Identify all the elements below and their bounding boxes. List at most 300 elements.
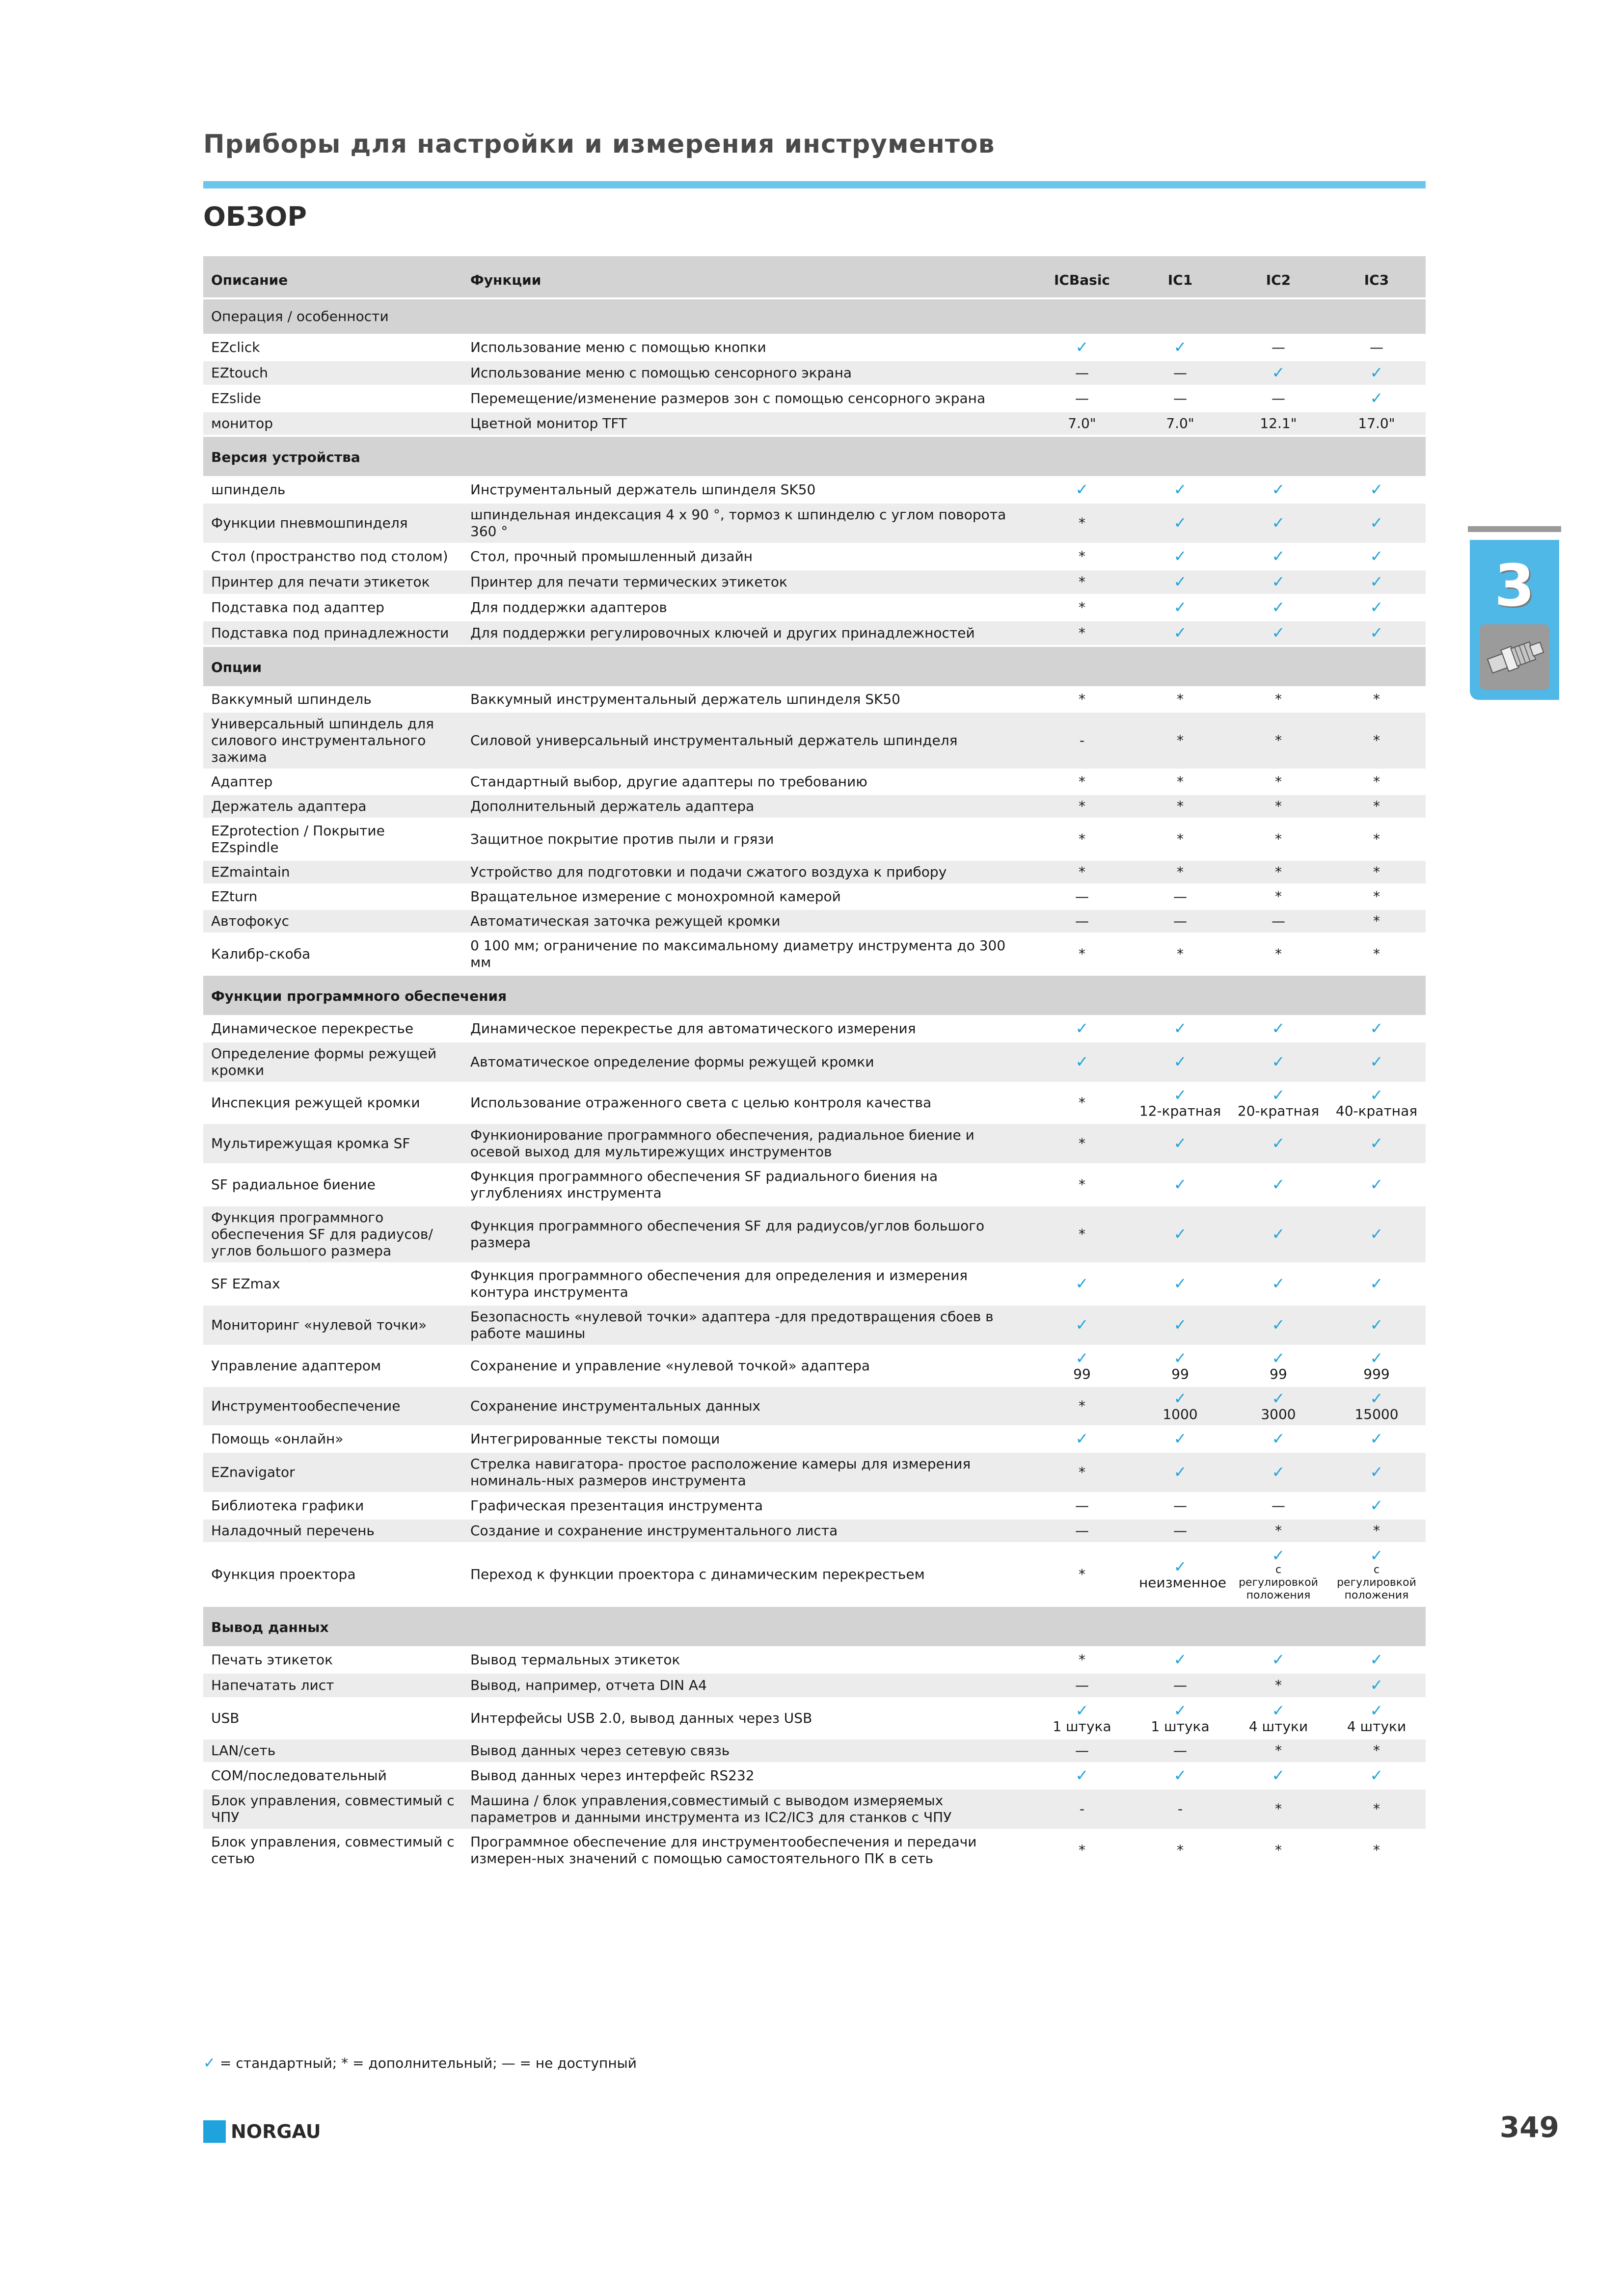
value-cell [1033, 795, 1131, 820]
value-text: * [1275, 831, 1282, 847]
row-name: Помощь «онлайн» [203, 1427, 462, 1453]
value-cell [1229, 545, 1327, 570]
check-icon: ✓ [1173, 338, 1187, 356]
check-icon: ✓ [1370, 1701, 1383, 1720]
table-row [203, 1739, 1426, 1764]
check-icon: ✓ [1370, 1225, 1383, 1243]
value-text: - [1079, 1801, 1085, 1817]
row-name: USB [203, 1699, 462, 1739]
table-row [203, 1124, 1426, 1165]
value-text: с регулировкой положения [1239, 1564, 1318, 1602]
value-text: * [1079, 691, 1085, 707]
value-cell [1327, 820, 1426, 861]
value-cell [1229, 361, 1327, 387]
row-name: Стол (пространство под столом) [203, 545, 462, 570]
tool-holder-icon [1480, 624, 1549, 690]
value-text: — [1173, 390, 1187, 406]
row-name: Калибр-скоба [203, 934, 462, 976]
value-cell [1327, 1347, 1426, 1387]
value-cell [1033, 387, 1131, 412]
row-function: Машина / блок управления,совместимый с выводом измеряемых параметров и данными инструмента из IC2/IC3 для станков с ЧПУ [462, 1789, 1033, 1831]
value-cell [1327, 336, 1426, 361]
value-text: 3000 [1261, 1406, 1296, 1422]
value-text: * [1079, 864, 1085, 880]
value-cell [1131, 570, 1229, 596]
value-cell [1327, 478, 1426, 504]
value-cell [1229, 621, 1327, 647]
check-icon: ✓ [1370, 547, 1383, 565]
check-icon: ✓ [1173, 1134, 1187, 1152]
row-function: Программное обеспечение для инструментообеспечения и передачи измерен-ных значений с помощью самостоятельного ПК в сеть [462, 1831, 1033, 1872]
value-cell [1033, 478, 1131, 504]
value-cell [1033, 1674, 1131, 1699]
check-icon: ✓ [1173, 1389, 1187, 1408]
check-icon: ✓ [1173, 1650, 1187, 1669]
section-row [203, 976, 1426, 1017]
row-name: Принтер для печати этикеток [203, 570, 462, 596]
row-name: EZmaintain [203, 861, 462, 885]
check-icon: ✓ [1271, 1546, 1285, 1565]
value-cell [1033, 1739, 1131, 1764]
value-cell [1131, 361, 1229, 387]
value-cell [1131, 910, 1229, 934]
value-text: 99 [1073, 1366, 1091, 1382]
value-cell [1229, 1544, 1327, 1607]
value-text: 4 штуки [1347, 1718, 1407, 1735]
check-icon: ✓ [1370, 1496, 1383, 1515]
value-cell [1033, 570, 1131, 596]
table-row [203, 1699, 1426, 1739]
value-cell [1229, 820, 1327, 861]
table-row [203, 478, 1426, 504]
table-row [203, 1764, 1426, 1789]
column-header: IC3 [1327, 256, 1426, 299]
value-text: * [1177, 774, 1184, 790]
value-cell [1033, 910, 1131, 934]
check-icon: ✓ [1173, 1429, 1187, 1448]
value-text: * [1177, 831, 1184, 847]
value-cell [1033, 621, 1131, 647]
row-name: Функции пневмошпинделя [203, 504, 462, 545]
value-text: 20-кратная [1237, 1103, 1320, 1119]
value-text: — [1075, 365, 1089, 381]
section-title: Функции программного обеспечения [203, 976, 1426, 1017]
value-cell [1327, 361, 1426, 387]
value-cell [1229, 1206, 1327, 1264]
row-name: Наладочный перечень [203, 1520, 462, 1544]
row-function: Функция программного обеспечения для определения и измерения контура инструмента [462, 1264, 1033, 1306]
section-title: Опции [203, 647, 1426, 688]
value-text: * [1079, 1095, 1085, 1111]
value-text: 12-кратная [1139, 1103, 1221, 1119]
value-text: 999 [1363, 1366, 1390, 1382]
value-cell [1229, 1789, 1327, 1831]
empty-cell [1327, 299, 1426, 336]
value-cell [1327, 1739, 1426, 1764]
value-cell [1229, 1674, 1327, 1699]
check-icon: ✓ [1370, 1546, 1383, 1565]
title-rule [203, 181, 1426, 188]
check-icon: ✓ [1271, 1429, 1285, 1448]
value-text: — [1271, 339, 1285, 355]
value-text: * [1177, 732, 1184, 748]
chapter-number: 3 [1494, 552, 1535, 619]
check-icon: ✓ [1173, 1175, 1187, 1194]
value-text: * [1079, 1226, 1085, 1242]
value-cell [1131, 771, 1229, 795]
value-cell [1327, 545, 1426, 570]
check-icon: ✓ [1370, 1315, 1383, 1334]
value-text: — [1173, 1742, 1187, 1759]
row-name: Определение формы режущей кромки [203, 1042, 462, 1084]
check-icon: ✓ [1173, 1225, 1187, 1243]
section-title: Вывод данных [203, 1607, 1426, 1648]
row-function: Силовой универсальный инструментальный держатель шпинделя [462, 713, 1033, 771]
column-header: Функции [462, 256, 1033, 299]
row-name: Функция проектора [203, 1544, 462, 1607]
check-icon: ✓ [1271, 598, 1285, 616]
value-cell [1229, 387, 1327, 412]
check-icon: ✓ [1173, 480, 1187, 499]
row-name: монитор [203, 412, 462, 437]
row-function: Автоматическое определение формы режущей кромки [462, 1042, 1033, 1084]
value-text: — [1075, 888, 1089, 905]
check-icon: ✓ [1271, 1175, 1285, 1194]
check-icon: ✓ [1271, 1389, 1285, 1408]
value-text: — [1075, 913, 1089, 929]
value-cell [1327, 771, 1426, 795]
value-cell [1033, 1165, 1131, 1206]
row-function: Вывод данных через интерфейс RS232 [462, 1764, 1033, 1789]
value-cell [1229, 1387, 1327, 1427]
row-function: Дополнительный держатель адаптера [462, 795, 1033, 820]
row-function: Динамическое перекрестье для автоматического измерения [462, 1017, 1033, 1042]
check-icon: ✓ [1370, 389, 1383, 407]
value-cell [1131, 1427, 1229, 1453]
value-text: * [1177, 1842, 1184, 1858]
table-row [203, 771, 1426, 795]
row-function: Сохранение инструментальных данных [462, 1387, 1033, 1427]
row-function: Автоматическая заточка режущей кромки [462, 910, 1033, 934]
row-function: Стрелка навигатора- простое расположение камеры для измерения номиналь-ных размеров инструмента [462, 1453, 1033, 1494]
value-cell [1327, 1124, 1426, 1165]
value-cell [1327, 1206, 1426, 1264]
row-name: Держатель адаптера [203, 795, 462, 820]
column-header: ICBasic [1033, 256, 1131, 299]
check-icon: ✓ [1075, 1701, 1089, 1720]
row-name: Мониторинг «нулевой точки» [203, 1306, 462, 1347]
section-row [203, 1607, 1426, 1648]
value-cell [1131, 688, 1229, 713]
value-cell [1131, 1017, 1229, 1042]
value-cell [1327, 412, 1426, 437]
table-row [203, 1831, 1426, 1872]
check-icon: ✓ [1075, 1349, 1089, 1367]
column-subheader: Операция / особенности [203, 299, 462, 336]
check-icon: ✓ [1271, 572, 1285, 591]
value-cell [1327, 1520, 1426, 1544]
check-icon: ✓ [1271, 1766, 1285, 1785]
value-cell [1131, 1699, 1229, 1739]
check-icon: ✓ [1173, 1463, 1187, 1481]
check-icon: ✓ [1271, 1315, 1285, 1334]
check-icon: ✓ [1370, 598, 1383, 616]
row-name: Функция программного обеспечения SF для радиусов/ углов большого размера [203, 1206, 462, 1264]
column-header: Описание [203, 256, 462, 299]
row-function: Вращательное измерение с монохромной камерой [462, 885, 1033, 910]
check-icon: ✓ [1370, 363, 1383, 382]
row-function: Переход к функции проектора с динамическим перекрестьем [462, 1544, 1033, 1607]
value-cell [1229, 1165, 1327, 1206]
check-icon: ✓ [1173, 1766, 1187, 1785]
row-function: Графическая презентация инструмента [462, 1494, 1033, 1520]
row-name: шпиндель [203, 478, 462, 504]
table-row [203, 1427, 1426, 1453]
value-text: 40-кратная [1335, 1103, 1418, 1119]
table-row [203, 596, 1426, 621]
check-icon: ✓ [1271, 1086, 1285, 1104]
value-cell [1033, 1042, 1131, 1084]
value-text: — [1173, 888, 1187, 905]
value-cell [1229, 771, 1327, 795]
comparison-table [203, 256, 1426, 1872]
table-row [203, 1453, 1426, 1494]
table-row [203, 861, 1426, 885]
value-cell [1131, 1084, 1229, 1124]
row-name: Мультирежущая кромка SF [203, 1124, 462, 1165]
value-text: * [1079, 1566, 1085, 1582]
value-text: — [1173, 1522, 1187, 1539]
value-cell [1327, 1494, 1426, 1520]
check-icon: ✓ [1173, 547, 1187, 565]
value-cell [1131, 387, 1229, 412]
value-cell [1131, 1789, 1229, 1831]
value-text: 17.0" [1358, 415, 1395, 431]
value-cell [1327, 1084, 1426, 1124]
row-function: Стол, прочный промышленный дизайн [462, 545, 1033, 570]
check-icon: ✓ [1370, 623, 1383, 642]
check-icon: ✓ [1075, 1052, 1089, 1071]
empty-cell [1229, 299, 1327, 336]
value-cell [1131, 795, 1229, 820]
value-cell [1229, 478, 1327, 504]
value-text: 1 штука [1151, 1718, 1210, 1735]
value-text: * [1275, 1742, 1282, 1759]
value-text: * [1079, 1135, 1085, 1151]
row-function: Сохранение и управление «нулевой точкой» адаптера [462, 1347, 1033, 1387]
value-text: - [1177, 1801, 1183, 1817]
value-text: — [1271, 913, 1285, 929]
value-cell [1131, 1042, 1229, 1084]
row-function: 0 100 мм; ограничение по максимальному диаметру инструмента до 300 мм [462, 934, 1033, 976]
value-text: * [1079, 1398, 1085, 1414]
row-function: Вывод термальных этикеток [462, 1648, 1033, 1674]
value-cell [1229, 1264, 1327, 1306]
row-name: Блок управления, совместимый с сетью [203, 1831, 462, 1872]
value-cell [1327, 934, 1426, 976]
check-icon: ✓ [1173, 1315, 1187, 1334]
check-icon: ✓ [1173, 572, 1187, 591]
table-row [203, 885, 1426, 910]
check-icon: ✓ [1370, 1389, 1383, 1408]
value-text: * [1079, 1652, 1085, 1668]
row-function: шпиндельная индексация 4 x 90 °, тормоз к шпинделю с углом поворота 360 ° [462, 504, 1033, 545]
check-icon: ✓ [1271, 363, 1285, 382]
check-icon: ✓ [1370, 1676, 1383, 1694]
row-function: Функция программного обеспечения SF для радиусов/углов большого размера [462, 1206, 1033, 1264]
value-text: — [1075, 1677, 1089, 1693]
value-text: — [1173, 1677, 1187, 1693]
value-text: — [1075, 1522, 1089, 1539]
table-row [203, 621, 1426, 647]
value-text: * [1373, 798, 1380, 814]
table-header-row [203, 256, 1426, 299]
row-name: Динамическое перекрестье [203, 1017, 462, 1042]
value-text: — [1173, 913, 1187, 929]
value-cell [1327, 1017, 1426, 1042]
value-cell [1327, 1165, 1426, 1206]
value-cell [1327, 1264, 1426, 1306]
value-cell [1131, 1306, 1229, 1347]
table-row [203, 688, 1426, 713]
check-icon: ✓ [1370, 1349, 1383, 1367]
row-name: EZclick [203, 336, 462, 361]
value-text: с регулировкой положения [1337, 1564, 1416, 1602]
check-icon: ✓ [1271, 513, 1285, 532]
value-text: * [1373, 831, 1380, 847]
value-text: * [1177, 946, 1184, 962]
value-cell [1229, 1347, 1327, 1387]
value-text: * [1373, 946, 1380, 962]
value-cell [1131, 1387, 1229, 1427]
value-cell [1229, 1017, 1327, 1042]
table-row [203, 1494, 1426, 1520]
check-icon: ✓ [1173, 1019, 1187, 1038]
value-text: 99 [1171, 1366, 1189, 1382]
value-text: * [1079, 599, 1085, 615]
value-text: * [1079, 946, 1085, 962]
table-row [203, 387, 1426, 412]
row-name: Управление адаптером [203, 1347, 462, 1387]
value-text: * [1079, 1464, 1085, 1480]
empty-cell [1131, 299, 1229, 336]
value-cell [1131, 934, 1229, 976]
value-cell [1033, 1494, 1131, 1520]
value-cell [1131, 1206, 1229, 1264]
value-cell [1131, 885, 1229, 910]
value-cell [1131, 412, 1229, 437]
value-text: — [1173, 365, 1187, 381]
value-cell [1033, 361, 1131, 387]
value-text: * [1275, 798, 1282, 814]
table-row [203, 545, 1426, 570]
check-icon: ✓ [1173, 598, 1187, 616]
table-row [203, 336, 1426, 361]
check-icon: ✓ [1370, 572, 1383, 591]
row-function: Вывод, например, отчета DIN A4 [462, 1674, 1033, 1699]
value-cell [1327, 1699, 1426, 1739]
row-name: Блок управления, совместимый с ЧПУ [203, 1789, 462, 1831]
row-name: EZturn [203, 885, 462, 910]
table-row [203, 361, 1426, 387]
value-text: — [1075, 390, 1089, 406]
value-cell [1327, 1387, 1426, 1427]
row-function: Функция программного обеспечения SF радиального биения на углублениях инструмента [462, 1165, 1033, 1206]
value-cell [1131, 504, 1229, 545]
legend [203, 2055, 637, 2072]
row-function: Интегрированные тексты помощи [462, 1427, 1033, 1453]
check-icon: ✓ [1271, 1701, 1285, 1720]
value-cell [1131, 713, 1229, 771]
table-row [203, 1165, 1426, 1206]
check-icon: ✓ [1370, 1134, 1383, 1152]
row-name: Напечатать лист [203, 1674, 462, 1699]
value-cell [1033, 1648, 1131, 1674]
check-icon: ✓ [1075, 1019, 1089, 1038]
section-title: ОБЗОР [203, 201, 307, 232]
value-cell [1327, 570, 1426, 596]
chapter-tab-bar [1468, 526, 1561, 532]
check-icon: ✓ [1173, 1052, 1187, 1071]
page-title: Приборы для настройки и измерения инструментов [203, 130, 995, 159]
legend-check-icon: ✓ [203, 2055, 216, 2072]
value-cell [1229, 934, 1327, 976]
value-cell [1131, 478, 1229, 504]
value-cell [1131, 1494, 1229, 1520]
value-cell [1327, 1789, 1426, 1831]
value-text: * [1373, 1742, 1380, 1759]
value-cell [1033, 1124, 1131, 1165]
row-name: EZtouch [203, 361, 462, 387]
value-cell [1229, 885, 1327, 910]
row-name: LAN/сеть [203, 1739, 462, 1764]
value-cell [1327, 1764, 1426, 1789]
value-cell [1229, 596, 1327, 621]
value-cell [1327, 1427, 1426, 1453]
value-text: — [1075, 1497, 1089, 1514]
table-row [203, 1042, 1426, 1084]
check-icon: ✓ [1271, 547, 1285, 565]
value-cell [1229, 1306, 1327, 1347]
table-row [203, 1084, 1426, 1124]
value-cell [1033, 934, 1131, 976]
row-function: Создание и сохранение инструментального листа [462, 1520, 1033, 1544]
table-row [203, 1347, 1426, 1387]
row-name: EZnavigator [203, 1453, 462, 1494]
check-icon: ✓ [1271, 1019, 1285, 1038]
value-cell [1131, 1347, 1229, 1387]
row-function: Устройство для подготовки и подачи сжатого воздуха к прибору [462, 861, 1033, 885]
table-row [203, 934, 1426, 976]
value-cell [1229, 1427, 1327, 1453]
row-function: Стандартный выбор, другие адаптеры по требованию [462, 771, 1033, 795]
value-text: * [1373, 1842, 1380, 1858]
table-row [203, 412, 1426, 437]
value-cell [1229, 570, 1327, 596]
check-icon: ✓ [1370, 1463, 1383, 1481]
value-cell [1033, 820, 1131, 861]
value-cell [1327, 387, 1426, 412]
check-icon: ✓ [1370, 1052, 1383, 1071]
value-cell [1033, 596, 1131, 621]
value-text: * [1079, 515, 1085, 531]
check-icon: ✓ [1271, 1463, 1285, 1481]
table-row [203, 1206, 1426, 1264]
value-cell [1033, 713, 1131, 771]
check-icon: ✓ [1370, 1175, 1383, 1194]
value-text: * [1079, 1176, 1085, 1193]
value-text: * [1373, 774, 1380, 790]
